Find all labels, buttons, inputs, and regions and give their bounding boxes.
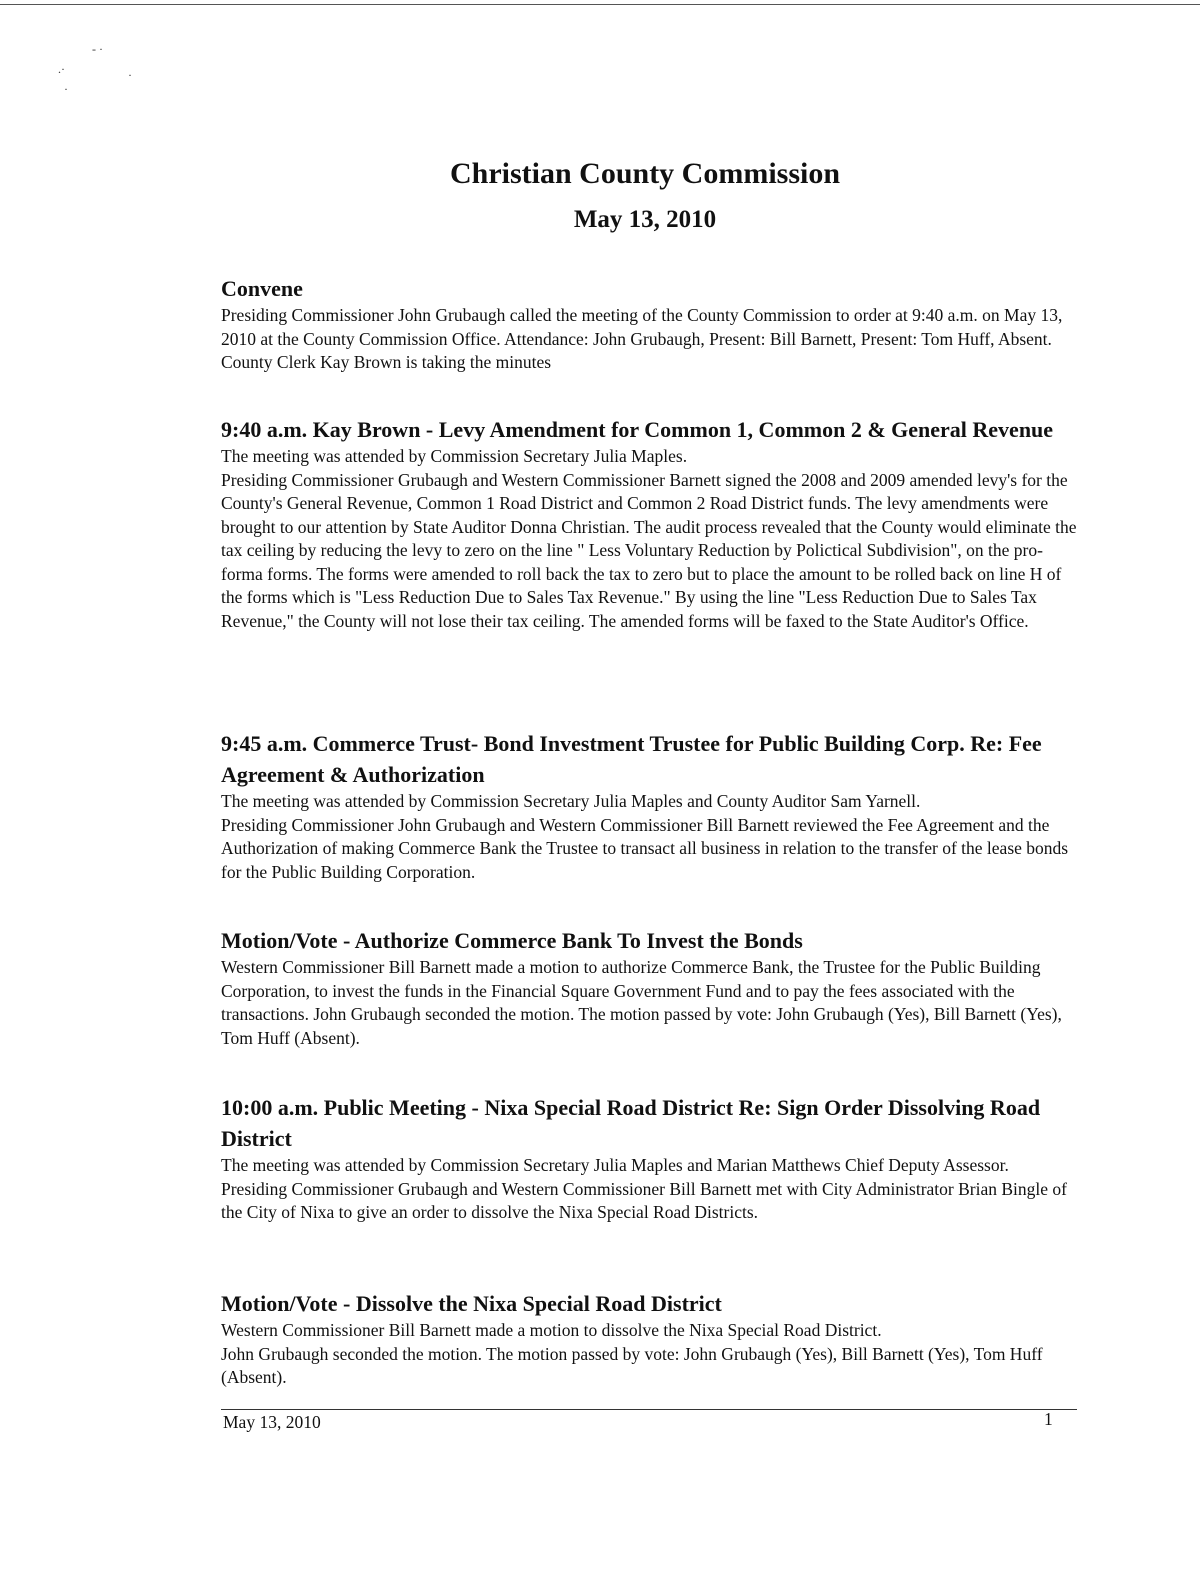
document-date: May 13, 2010 xyxy=(573,206,717,233)
section-heading: 9:45 a.m. Commerce Trust- Bond Investment Trustee for Public Building Corp. Re: Fee Agreement & Authorization xyxy=(221,731,1042,787)
section-motion-authorize-commerce-bank xyxy=(221,925,1081,1050)
footer-rule xyxy=(221,1409,1077,1410)
section-paragraph: Presiding Commissioner Grubaugh and Western Commissioner Bill Barnett met with City Administrator Brian Bingle of the City of Nixa to give an order to dissolve the Nixa Special Road Districts. xyxy=(221,1178,1067,1222)
top-rule xyxy=(0,4,1200,5)
section-heading: Motion/Vote - Authorize Commerce Bank To Invest the Bonds xyxy=(221,928,803,953)
section-commerce-trust xyxy=(221,728,1081,884)
scan-speck: · xyxy=(128,68,132,82)
section-paragraph: The meeting was attended by Commission Secretary Julia Maples and County Auditor Sam Yarnell. xyxy=(221,791,921,811)
section-paragraph: Western Commissioner Bill Barnett made a motion to authorize Commerce Bank, the Trustee for the Public Building Corporation, to invest the funds in the Financial Square Government Fund and to pay the fees associated with the transactions. John Grubaugh seconded the motion. The motion passed by vote: John Grubaugh (Yes), Bill Barnett (Yes), Tom Huff (Absent). xyxy=(221,957,1062,1048)
section-motion-dissolve-nixa xyxy=(221,1288,1081,1390)
scan-speck: .· xyxy=(58,62,65,76)
section-paragraph: The meeting was attended by Commission Secretary Julia Maples. xyxy=(221,446,688,466)
footer-date: May 13, 2010 xyxy=(223,1412,321,1432)
section-paragraph: Presiding Commissioner John Grubaugh called the meeting of the County Commission to order at 9:40 a.m. on May 13, 2010 at the County Commission Office. Attendance: John Grubaugh, Present: Bill Barnett, Present: Tom Huff, Absent. County Clerk Kay Brown is taking the minutes xyxy=(221,305,1063,372)
page-number: 1 xyxy=(1044,1409,1053,1429)
section-paragraph: John Grubaugh seconded the motion. The motion passed by vote: John Grubaugh (Yes), Bill Barnett (Yes), Tom Huff (Absent). xyxy=(221,1343,1043,1387)
section-levy-amendment xyxy=(221,414,1081,633)
section-heading: 10:00 a.m. Public Meeting - Nixa Special Road District Re: Sign Order Dissolving Road District xyxy=(221,1095,1041,1151)
section-paragraph: Presiding Commissioner Grubaugh and Western Commissioner Barnett signed the 2008 and 2009 amended levy's for the County's General Revenue, Common 1 Road District and Common 2 Road District funds. The levy amendments were brought to our attention by State Auditor Donna Christian. The audit process revealed that the County would eliminate the tax ceiling by reducing the levy to zero on the line " Less Voluntary Reduction by Polictical Subdivision", on the pro-forma forms. The forms were amended to roll back the tax to zero but to place the amount to be rolled back on line H of the forms which is "Less Reduction Due to Sales Tax Revenue." By using the line "Less Reduction Due to Sales Tax Revenue," the County will not lose their tax ceiling. The amended forms will be faxed to the State Auditor's Office. xyxy=(221,469,1077,631)
scan-speck: · xyxy=(64,82,68,96)
scan-speck: - · xyxy=(92,42,103,56)
section-public-meeting-nixa xyxy=(221,1092,1081,1225)
section-heading: 9:40 a.m. Kay Brown - Levy Amendment for Common 1, Common 2 & General Revenue xyxy=(221,417,1054,442)
section-convene xyxy=(221,273,1081,375)
section-paragraph: The meeting was attended by Commission Secretary Julia Maples and Marian Matthews Chief Deputy Assessor. xyxy=(221,1155,1009,1175)
document-title: Christian County Commission xyxy=(449,157,841,190)
section-heading: Motion/Vote - Dissolve the Nixa Special Road District xyxy=(221,1291,722,1316)
section-paragraph: Presiding Commissioner John Grubaugh and Western Commissioner Bill Barnett reviewed the Fee Agreement and the Authorization of making Commerce Bank the Trustee to transact all business in relation to the transfer of the lease bonds for the Public Building Corporation. xyxy=(221,814,1069,882)
section-heading: Convene xyxy=(221,276,303,301)
section-paragraph: Western Commissioner Bill Barnett made a motion to dissolve the Nixa Special Road District. xyxy=(221,1320,882,1340)
